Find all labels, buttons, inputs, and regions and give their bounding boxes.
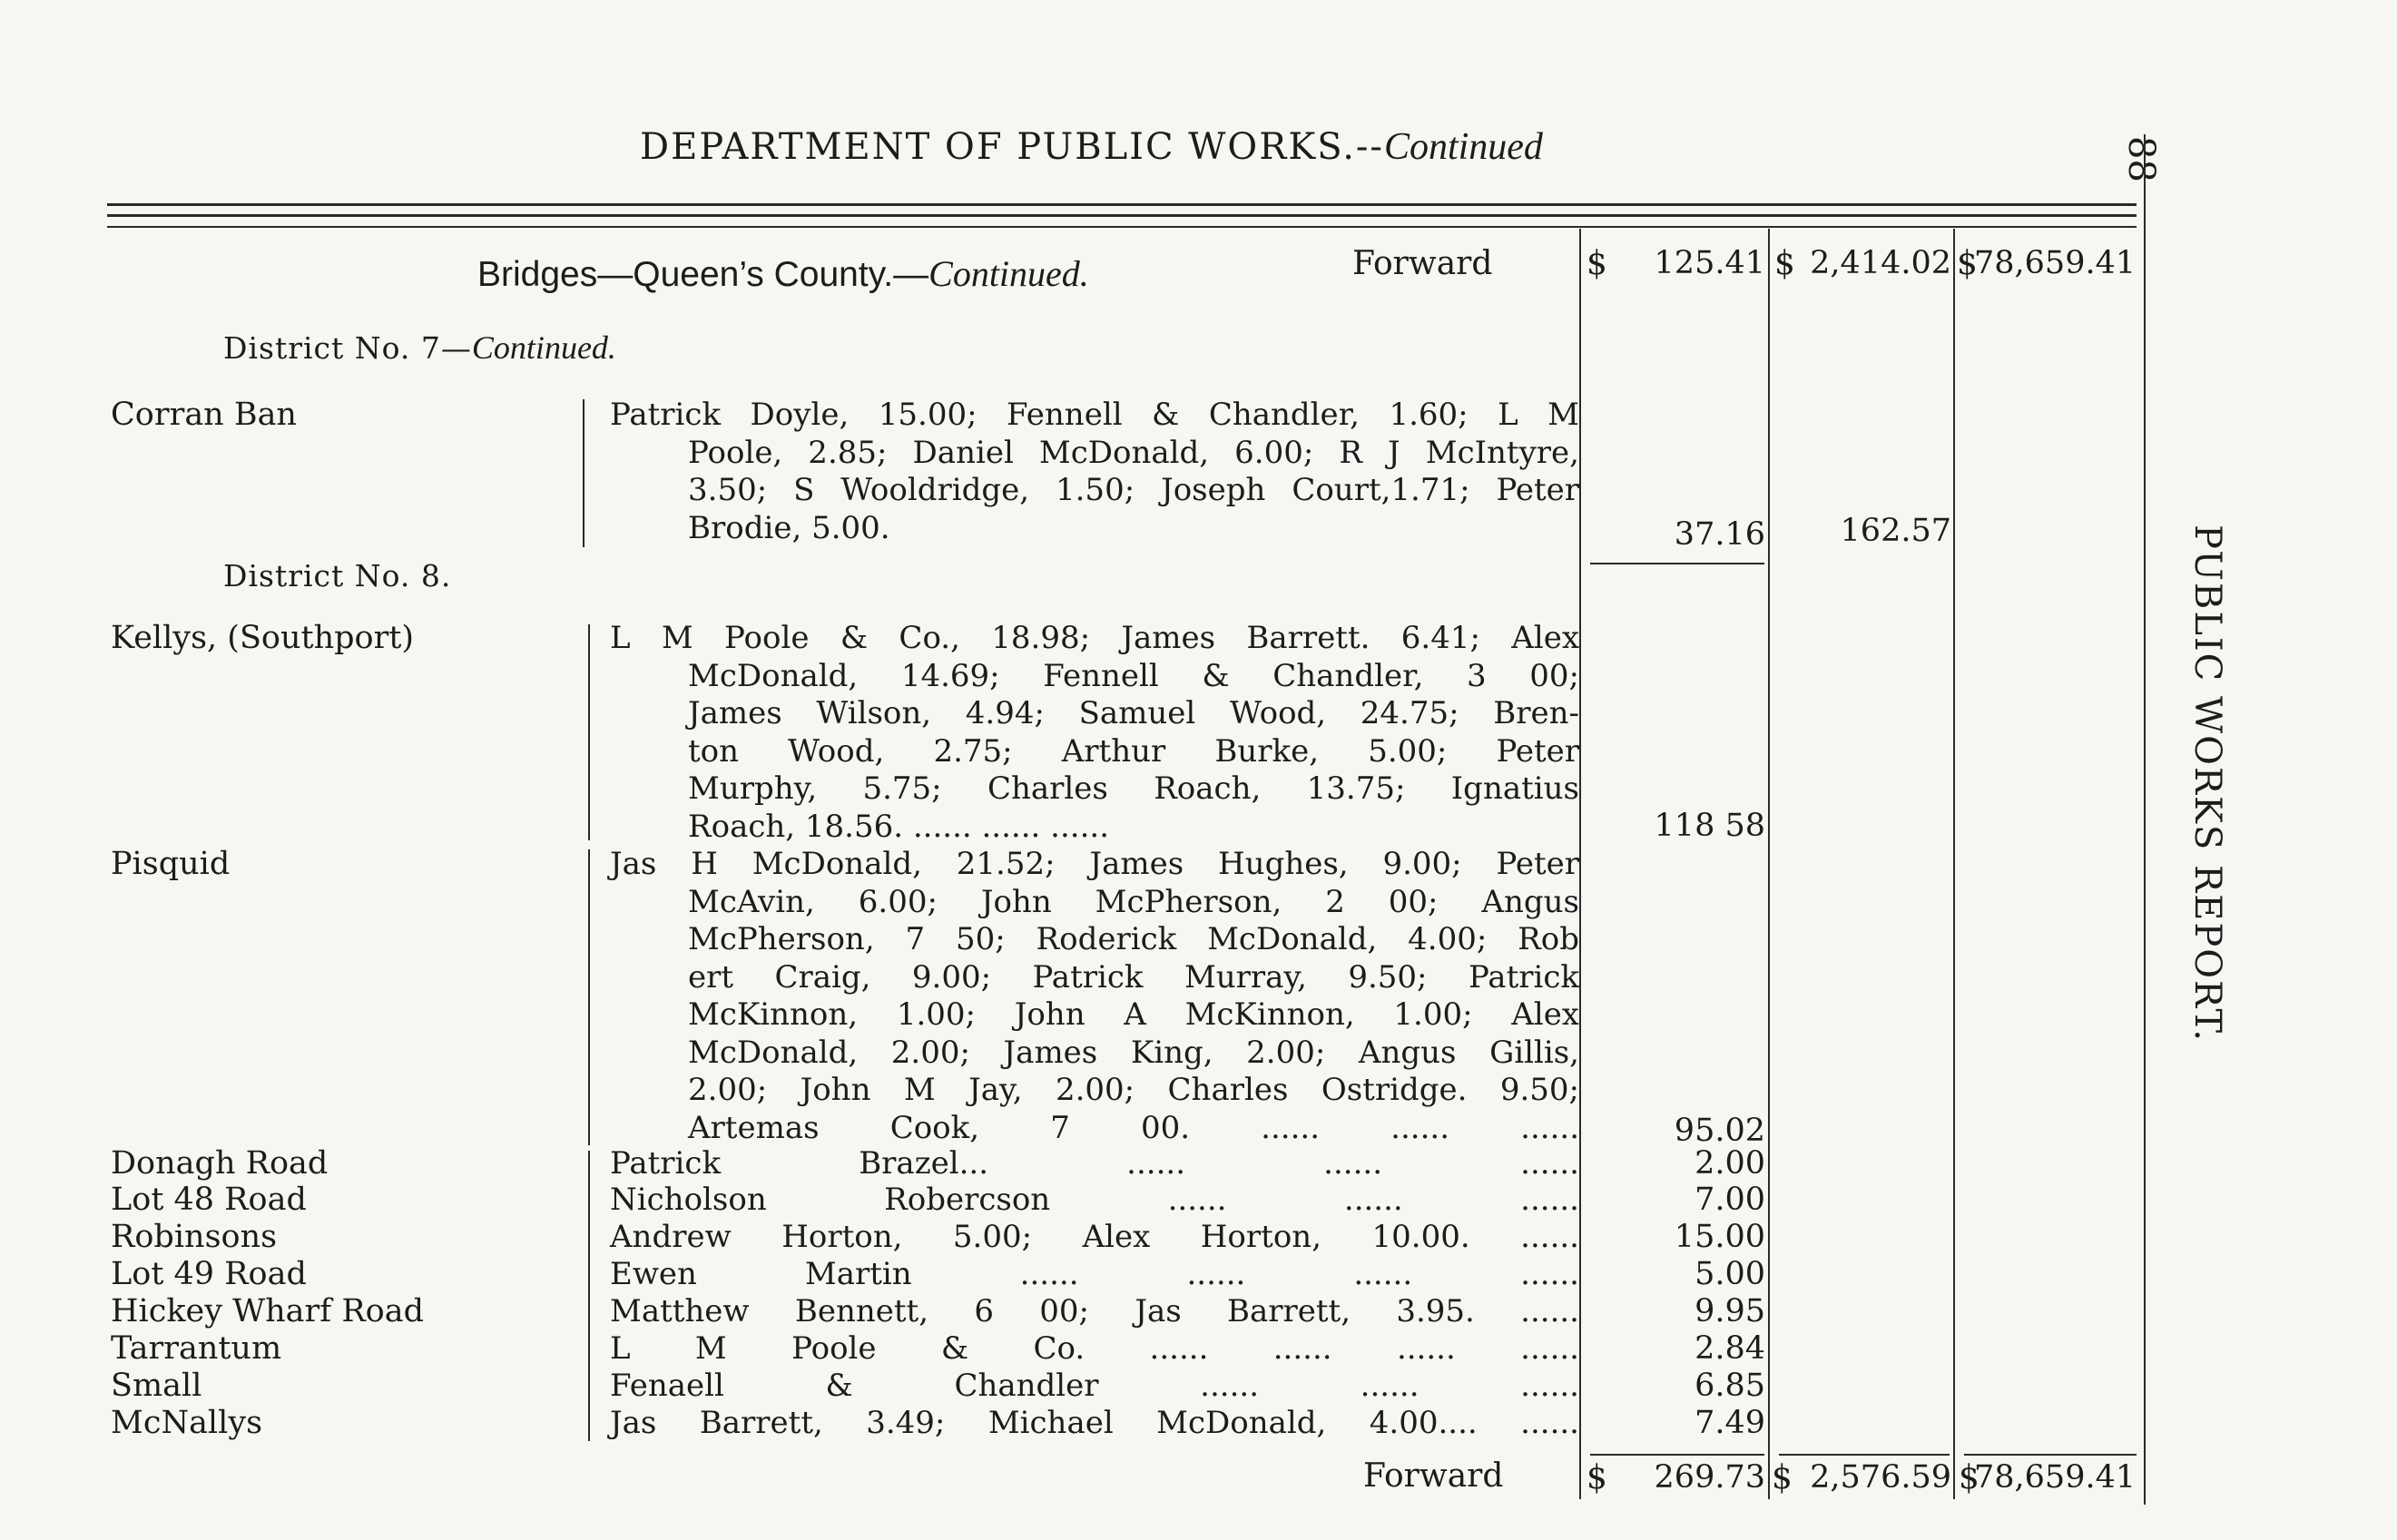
payee-line: Matthew Bennett, 6 00; Jas Barrett, 3.95. ...... bbox=[610, 1293, 1579, 1329]
payee-line: Jas Barrett, 3.49; Michael McDonald, 4.00.... ...... bbox=[610, 1405, 1579, 1441]
location-kellys: Kellys, (Southport) bbox=[111, 620, 415, 656]
payee-line: Poole, 2.85; Daniel McDonald, 6.00; R J McIntyre, bbox=[688, 434, 1579, 471]
payee-line: L M Poole & Co. ...... ...... ...... ...... bbox=[610, 1330, 1579, 1367]
location-small: Small bbox=[111, 1368, 202, 1404]
payee-line: 3.50; S Wooldridge, 1.50; Joseph Court,1.71; Peter bbox=[688, 472, 1579, 508]
side-label: PUBLIC WORKS REPORT. bbox=[2186, 525, 2228, 1043]
amount-small: 6.85 bbox=[1695, 1368, 1765, 1404]
payee-line: Jas H McDonald, 21.52; James Hughes, 9.00; Peter bbox=[610, 846, 1579, 882]
forward-label-top: Forward bbox=[1352, 245, 1493, 282]
dollar-sign: $ bbox=[1587, 1459, 1607, 1496]
district-7-heading bbox=[223, 329, 616, 367]
location-hickey-wharf-road: Hickey Wharf Road bbox=[111, 1293, 425, 1329]
payee-line: Andrew Horton, 5.00; Alex Horton, 10.00. ...... bbox=[610, 1219, 1579, 1255]
location-tarrantum: Tarrantum bbox=[111, 1330, 282, 1367]
forward-bottom-col3: 78,659.41 bbox=[1974, 1459, 2137, 1496]
amount-hickey-wharf-road: 9.95 bbox=[1695, 1293, 1765, 1329]
dollar-sign: $ bbox=[1959, 1459, 1979, 1496]
location-lot-48-road: Lot 48 Road bbox=[111, 1182, 307, 1218]
brace-pisquid bbox=[588, 849, 590, 1145]
location-corran-ban: Corran Ban bbox=[111, 397, 297, 433]
payee-line: McDonald, 2.00; James King, 2.00; Angus Gillis, bbox=[688, 1034, 1579, 1071]
amount-lot-49-road: 5.00 bbox=[1695, 1256, 1765, 1292]
dollar-sign: $ bbox=[1772, 1459, 1793, 1496]
total-rule-3 bbox=[1964, 1454, 2137, 1456]
location-mcnallys: McNallys bbox=[111, 1405, 263, 1441]
forward-top-col3: 78,659.41 bbox=[1974, 245, 2137, 281]
amount-robinsons: 15.00 bbox=[1674, 1219, 1765, 1255]
forward-bottom-col2: 2,576.59 bbox=[1810, 1459, 1951, 1496]
district-8-heading: District No. 8. bbox=[223, 558, 452, 593]
forward-top-col2: 2,414.02 bbox=[1810, 245, 1951, 281]
payee-line: Roach, 18.56. ...... ...... ...... bbox=[688, 808, 1109, 845]
payee-line: Nicholson Robercson ...... ...... ...... bbox=[610, 1182, 1579, 1218]
forward-bottom-col1: 269.73 bbox=[1654, 1459, 1765, 1496]
location-pisquid: Pisquid bbox=[111, 846, 231, 882]
payees-tarrantum bbox=[610, 1330, 1579, 1368]
page-header bbox=[640, 125, 1543, 169]
amount-lot-48-road: 7.00 bbox=[1695, 1182, 1765, 1218]
payee-line: Ewen Martin ...... ...... ...... ...... bbox=[610, 1256, 1579, 1292]
payees-corran-ban bbox=[610, 397, 1579, 547]
total-rule-2 bbox=[1779, 1454, 1950, 1456]
payees-robinsons bbox=[610, 1219, 1579, 1257]
payee-line: McDonald, 14.69; Fennell & Chandler, 3 00; bbox=[688, 657, 1579, 694]
amount-kellys: 118 58 bbox=[1654, 808, 1765, 844]
district-7-italic: Continued. bbox=[471, 329, 616, 366]
payees-donagh-road bbox=[610, 1145, 1579, 1183]
right-margin-rule bbox=[2144, 134, 2146, 1505]
payee-line: Patrick Doyle, 15.00; Fennell & Chandler, 1.60; L M bbox=[610, 397, 1579, 433]
column-rule-1 bbox=[1579, 229, 1581, 1499]
column-rule-2 bbox=[1768, 229, 1770, 1499]
total-rule-1 bbox=[1590, 1454, 1764, 1456]
brace-single-entries bbox=[588, 1151, 590, 1441]
subtotal-district-7: 162.57 bbox=[1840, 513, 1951, 549]
payee-line: 2.00; John M Jay, 2.00; Charles Ostridge. 9.50; bbox=[688, 1072, 1579, 1108]
payees-lot-49-road bbox=[610, 1256, 1579, 1294]
header-rule-3 bbox=[107, 226, 2137, 228]
dollar-sign: $ bbox=[1774, 245, 1795, 282]
forward-label-bottom: Forward bbox=[1363, 1457, 1504, 1495]
payee-line: Fenaell & Chandler ...... ...... ...... bbox=[610, 1368, 1579, 1404]
payees-kellys bbox=[610, 620, 1579, 846]
payee-line: Brodie, 5.00. bbox=[688, 509, 890, 546]
payee-line: ton Wood, 2.75; Arthur Burke, 5.00; Peter bbox=[688, 732, 1579, 770]
payees-lot-48-road bbox=[610, 1182, 1579, 1220]
payee-line: ert Craig, 9.00; Patrick Murray, 9.50; Patrick bbox=[688, 958, 1579, 996]
payee-line: James Wilson, 4.94; Samuel Wood, 24.75; Bren- bbox=[688, 695, 1579, 731]
location-lot-49-road: Lot 49 Road bbox=[111, 1256, 307, 1292]
payees-pisquid bbox=[610, 846, 1579, 1147]
payee-line: Murphy, 5.75; Charles Roach, 13.75; Ignatius bbox=[688, 770, 1579, 807]
brace-corran-ban bbox=[583, 399, 585, 547]
header-rule-2 bbox=[107, 214, 2137, 217]
section-title-text: Bridges—Queen’s County.— bbox=[477, 255, 929, 294]
header-title-italic: Continued bbox=[1383, 126, 1543, 168]
dollar-sign: $ bbox=[1587, 245, 1607, 282]
payees-hickey-wharf-road bbox=[610, 1293, 1579, 1331]
payee-line: L M Poole & Co., 18.98; James Barrett. 6.41; Alex bbox=[610, 620, 1579, 656]
forward-top-col1: 125.41 bbox=[1654, 245, 1765, 281]
page-number: 88 bbox=[2120, 136, 2162, 182]
payee-line: Artemas Cook, 7 00. ...... ...... ...... bbox=[688, 1109, 1579, 1146]
column-rule-3 bbox=[1953, 229, 1955, 1499]
amount-tarrantum: 2.84 bbox=[1695, 1330, 1765, 1367]
amount-corran-ban: 37.16 bbox=[1674, 516, 1765, 553]
district-7-label: District No. 7— bbox=[223, 330, 472, 366]
payee-line: McAvin, 6.00; John McPherson, 2 00; Angus bbox=[688, 883, 1579, 920]
payee-line: McKinnon, 1.00; John A McKinnon, 1.00; Alex bbox=[688, 996, 1579, 1033]
amount-mcnallys: 7.49 bbox=[1695, 1405, 1765, 1441]
brace-kellys bbox=[588, 624, 590, 840]
section-title bbox=[477, 252, 1089, 295]
payee-line: McPherson, 7 50; Roderick McDonald, 4.00; Rob bbox=[688, 921, 1579, 957]
payees-mcnallys bbox=[610, 1405, 1579, 1443]
amount-donagh-road: 2.00 bbox=[1695, 1145, 1765, 1182]
header-rule-1 bbox=[107, 203, 2137, 206]
header-title: DEPARTMENT OF PUBLIC WORKS.-- bbox=[640, 126, 1384, 168]
subtotal-rule bbox=[1590, 563, 1764, 564]
amount-pisquid: 95.02 bbox=[1674, 1113, 1765, 1149]
dollar-sign: $ bbox=[1957, 245, 1978, 282]
payee-line: Patrick Brazel... ...... ...... ...... bbox=[610, 1145, 1579, 1182]
payees-small bbox=[610, 1368, 1579, 1406]
location-robinsons: Robinsons bbox=[111, 1219, 278, 1255]
section-title-italic: Continued. bbox=[928, 253, 1089, 294]
location-donagh-road: Donagh Road bbox=[111, 1145, 329, 1182]
